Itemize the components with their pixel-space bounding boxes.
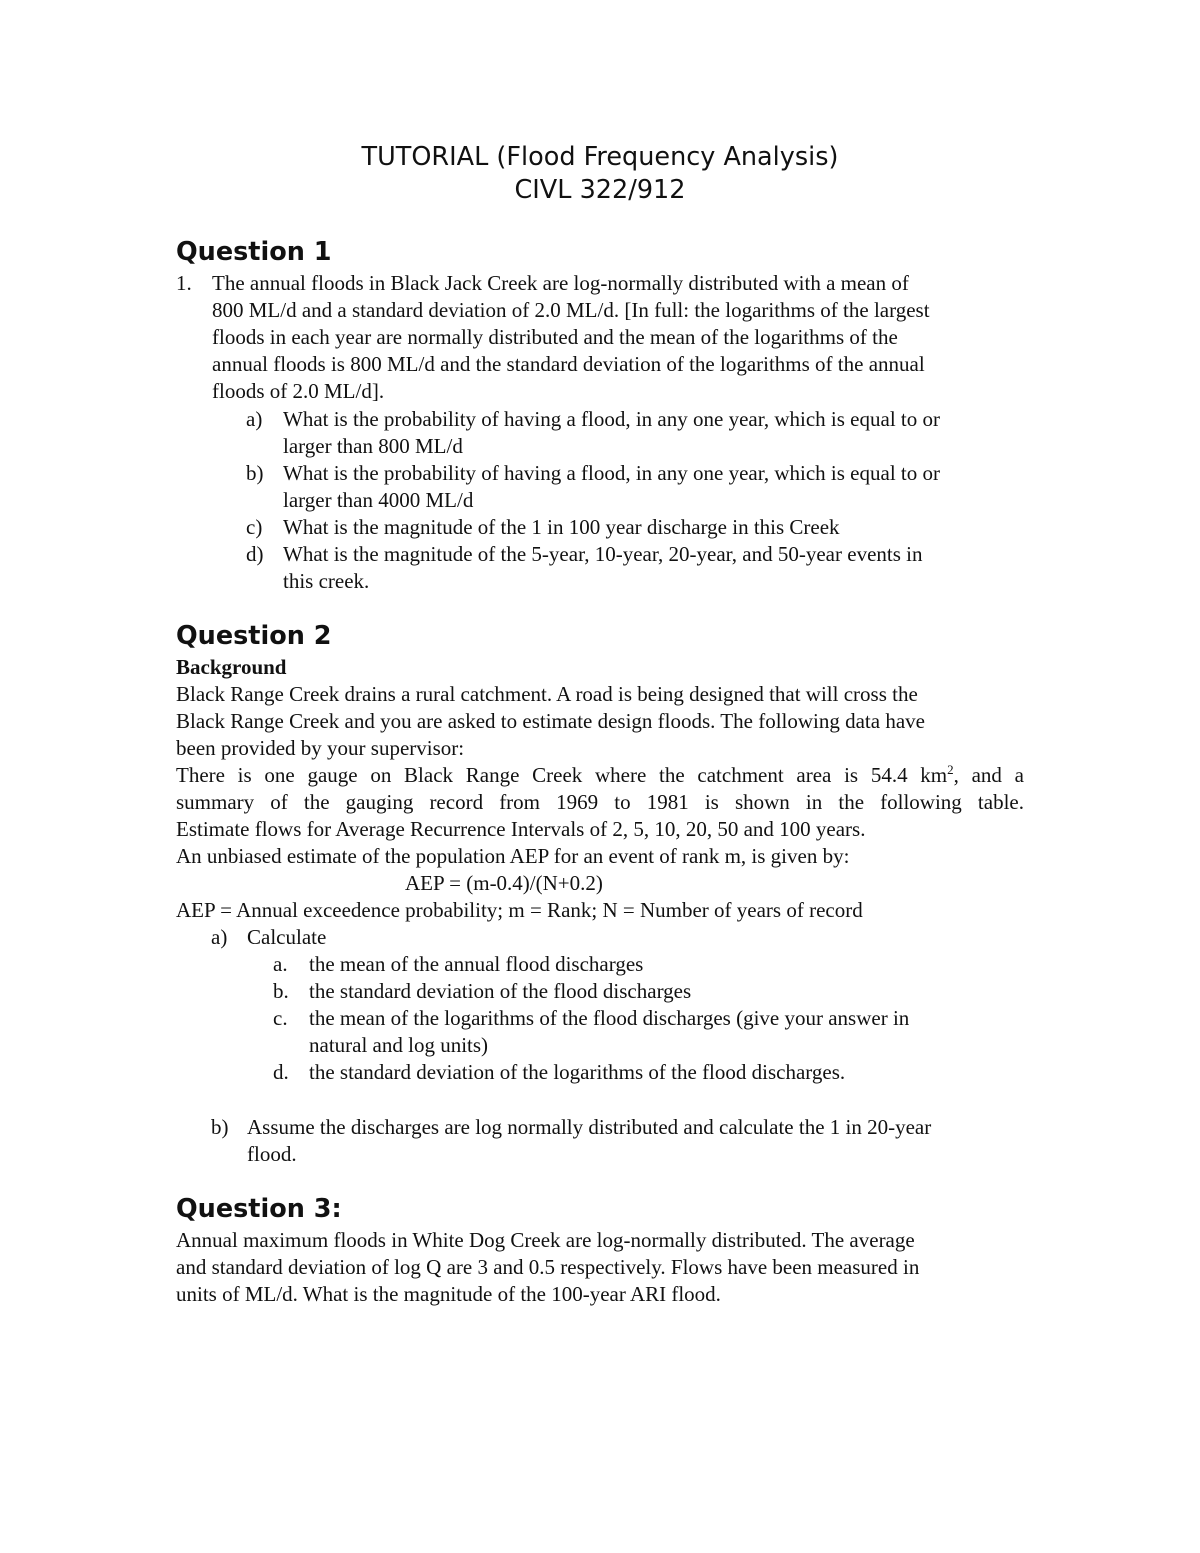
question-2-heading: Question 2 [176,621,332,651]
question-1-part-a: What is the probability of having a flood, in any one year, which is equal to or [283,407,940,431]
question-1-part-marker: a) [246,407,263,431]
subpart-marker: a. [273,952,288,976]
question-1-line: annual floods is 800 ML/d and the standard deviation of the logarithms of the annual [212,352,925,376]
question-3-line: units of ML/d. What is the magnitude of the 100-year ARI flood. [176,1282,721,1306]
question-2-part-marker: a) [211,925,228,949]
background-line: Black Range Creek and you are asked to estimate design floods. The following data have [176,709,925,733]
question-1-part-b: What is the probability of having a flood, in any one year, which is equal to or [283,461,940,485]
subpart-text: the mean of the logarithms of the flood discharges (give your answer in [309,1006,910,1030]
subpart-text: natural and log units) [309,1033,489,1057]
question-1-line: floods of 2.0 ML/d]. [212,379,385,403]
question-1-heading: Question 1 [176,237,332,267]
question-1-line: floods in each year are normally distributed and the mean of the logarithms of the [212,325,898,349]
subpart-marker: c. [273,1006,288,1030]
question-1-number: 1. [176,271,192,295]
background-line: been provided by your supervisor: [176,736,465,760]
question-2-part-b: Assume the discharges are log normally distributed and calculate the 1 in 20-year [247,1115,932,1139]
subpart-text: the standard deviation of the logarithms of the flood discharges. [309,1060,846,1084]
aep-definitions: AEP = Annual exceedence probability; m = Rank; N = Number of years of record [176,898,863,922]
question-1-part-marker: b) [246,461,264,485]
subpart-text: the standard deviation of the flood discharges [309,979,692,1003]
background-label: Background [176,655,287,679]
question-1-part-d: What is the magnitude of the 5-year, 10-year, 20-year, and 50-year events in [283,542,923,566]
question-3-heading: Question 3: [176,1194,342,1224]
question-1-part-b: larger than 4000 ML/d [283,488,474,512]
gauge-description-line: Estimate flows for Average Recurrence Intervals of 2, 5, 10, 20, 50 and 100 years. [176,817,866,841]
question-3-line: and standard deviation of log Q are 3 and 0.5 respectively. Flows have been measured in [176,1255,920,1279]
question-2-part-marker: b) [211,1115,229,1139]
background-line: Black Range Creek drains a rural catchment. A road is being designed that will cross the [176,682,918,706]
subpart-text: the mean of the annual flood discharges [309,952,644,976]
subpart-marker: d. [273,1060,289,1084]
question-1-part-marker: d) [246,542,264,566]
question-1-part-marker: c) [246,515,263,539]
superscript: 2 [947,762,954,777]
document-title: TUTORIAL (Flood Frequency Analysis) [361,142,839,172]
gauge-text-end: , and a [953,763,1024,787]
question-1-part-d: this creek. [283,569,370,593]
aep-intro: An unbiased estimate of the population AEP for an event of rank m, is given by: [176,844,850,868]
question-3-line: Annual maximum floods in White Dog Creek are log-normally distributed. The average [176,1228,915,1252]
question-1-part-c: What is the magnitude of the 1 in 100 year discharge in this Creek [283,515,840,539]
question-1-line: 800 ML/d and a standard deviation of 2.0 ML/d. [In full: the logarithms of the largest [212,298,930,322]
gauge-text: There is one gauge on Black Range Creek where the catchment area is 54.4 km [176,763,948,787]
gauge-description-line [176,762,1024,789]
question-1-line: The annual floods in Black Jack Creek are log-normally distributed with a mean of [212,271,909,295]
aep-formula: AEP = (m-0.4)/(N+0.2) [405,871,603,895]
course-code: CIVL 322/912 [514,175,686,205]
subpart-marker: b. [273,979,289,1003]
gauge-description-line: summary of the gauging record from 1969 to 1981 is shown in the following table. [176,790,1024,814]
question-2-part-b: flood. [247,1142,297,1166]
question-1-part-a: larger than 800 ML/d [283,434,463,458]
question-2-part-a: Calculate [247,925,327,949]
